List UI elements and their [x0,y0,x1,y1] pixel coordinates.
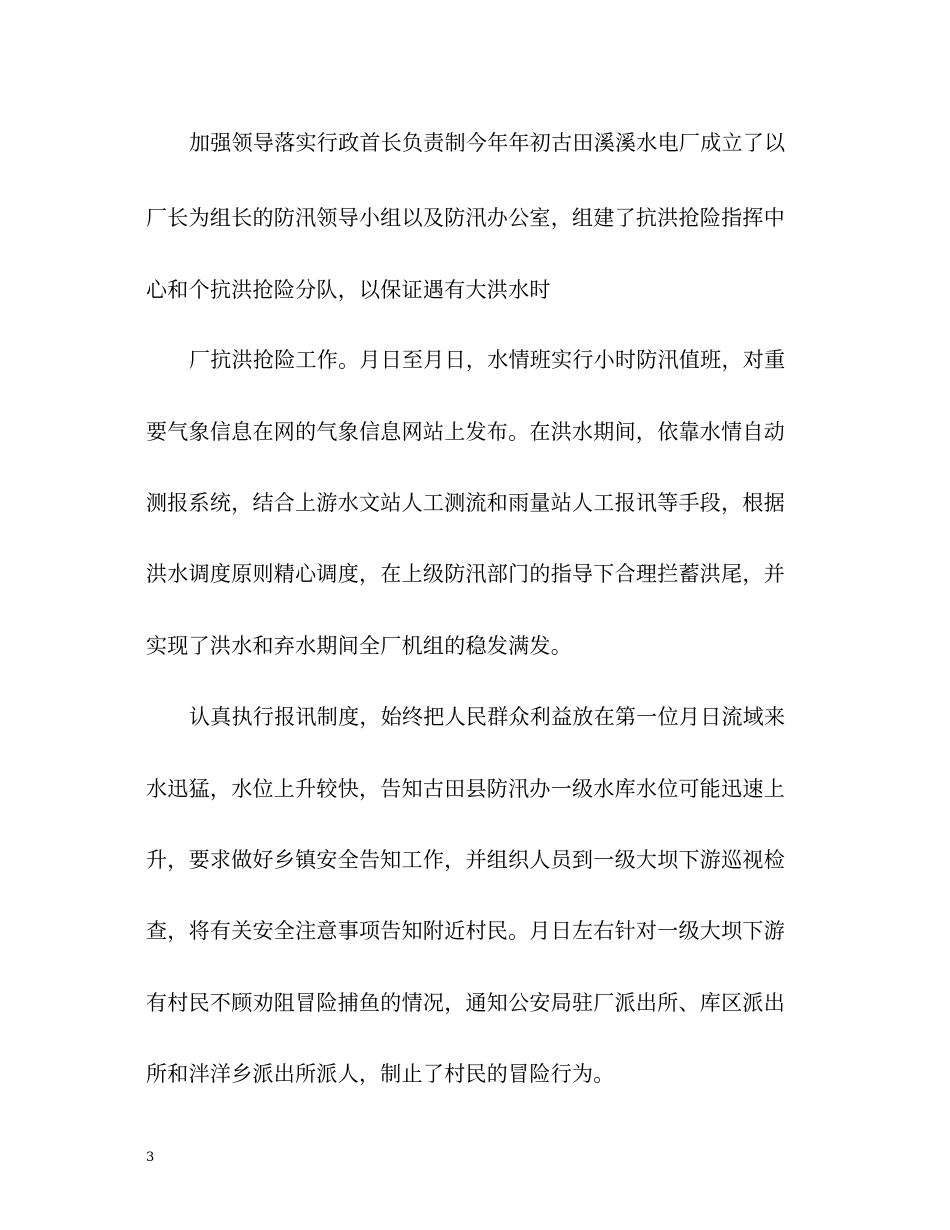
paragraph-line: 所和泮洋乡派出所派人，制止了村民的冒险行为。 [146,1062,615,1086]
paragraph-line: 认真执行报讯制度，始终把人民群众利益放在第一位月日流域来 [189,705,786,729]
paragraph-line: 心和个抗洪抢险分队，以保证遇有大洪水时 [146,278,551,302]
paragraph-line: 测报系统，结合上游水文站人工测流和雨量站人工报讯等手段，根据 [146,491,785,515]
paragraph-line: 厂抗洪抢险工作。月日至月日，水情班实行小时防汛值班，对重 [189,348,786,372]
paragraph-line: 查，将有关安全注意事项告知附近村民。月日左右针对一级大坝下游 [146,919,785,943]
paragraph-line: 有村民不顾劝阻冒险捕鱼的情况，通知公安局驻厂派出所、库区派出 [146,991,785,1015]
paragraph-line: 加强领导落实行政首长负责制今年年初古田溪溪水电厂成立了以 [189,131,786,155]
paragraph-line: 升，要求做好乡镇安全告知工作，并组织人员到一级大坝下游巡视检 [146,848,785,872]
paragraph-line: 要气象信息在网的气象信息网站上发布。在洪水期间，依靠水情自动 [146,420,785,444]
paragraph-line: 实现了洪水和弃水期间全厂机组的稳发满发。 [146,634,572,658]
paragraph-line: 洪水调度原则精心调度，在上级防汛部门的指导下合理拦蓄洪尾，并 [146,562,785,586]
paragraph-line: 水迅猛，水位上升较快，告知古田县防汛办一级水库水位可能迅速上 [146,777,785,801]
paragraph-line: 厂长为组长的防汛领导小组以及防汛办公室，组建了抗洪抢险指挥中 [146,206,785,230]
page-number: 3 [146,1150,155,1165]
